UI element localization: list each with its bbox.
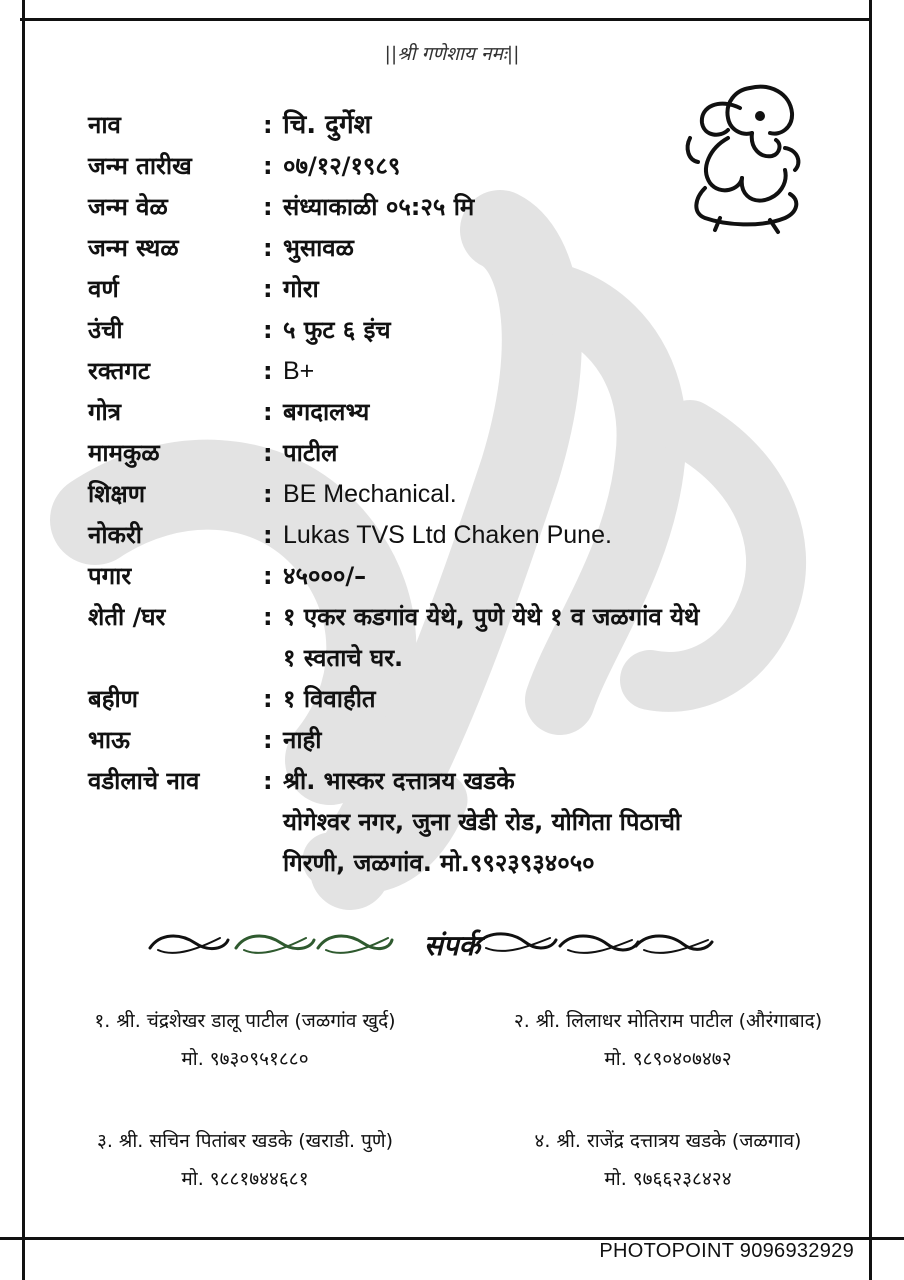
detail-row-birth-time — [88, 187, 868, 228]
contact-phone: मो. ९८९०४०७४७२ — [604, 1048, 732, 1070]
address-line-2: गिरणी, जळगांव. मो.९९२३९३४०५० — [283, 849, 595, 877]
detail-label: वर्ण — [88, 275, 119, 303]
detail-row-job — [88, 515, 868, 556]
detail-value: ५ फुट ६ इंच — [283, 316, 391, 344]
detail-value: बगदालभ्य — [283, 398, 370, 426]
detail-row-property — [88, 597, 868, 638]
detail-colon: : — [263, 480, 273, 508]
detail-row-brother — [88, 720, 868, 761]
detail-row-birth-date — [88, 146, 868, 187]
detail-value: पाटील — [283, 439, 338, 467]
detail-colon: : — [263, 357, 273, 385]
contact-name: ४. श्री. राजेंद्र दत्तात्रय खडके (जळगाव) — [534, 1130, 802, 1152]
detail-value: १ विवाहीत — [283, 685, 376, 713]
detail-row-gotra — [88, 392, 868, 433]
detail-property-continuation: १ स्वताचे घर. — [283, 644, 404, 672]
detail-value: चि. दुर्गेश — [283, 110, 372, 140]
detail-value: गोरा — [283, 275, 319, 303]
detail-value: ४५०००/– — [283, 562, 367, 590]
contact-name: २. श्री. लिलाधर मोतिराम पाटील (औरंगाबाद) — [513, 1010, 823, 1032]
contact-3 — [45, 1122, 445, 1198]
biodata-details — [88, 105, 868, 884]
detail-row-sister — [88, 679, 868, 720]
contact-phone: मो. ९८८१७४४६८१ — [181, 1168, 309, 1190]
detail-row-salary — [88, 556, 868, 597]
contact-2 — [466, 1002, 870, 1078]
detail-label: मामकुळ — [88, 439, 160, 467]
detail-label: शेती /घर — [88, 603, 166, 631]
detail-label: रक्तगट — [88, 357, 150, 385]
address-line-1: योगेश्वर नगर, जुना खेडी रोड, योगिता पिठाची — [283, 808, 682, 836]
detail-row-father-name — [88, 761, 868, 802]
detail-label: भाऊ — [88, 726, 130, 754]
detail-row-education — [88, 474, 868, 515]
detail-label: जन्म वेळ — [88, 193, 168, 221]
detail-value: B+ — [283, 357, 315, 385]
detail-colon: : — [263, 193, 273, 221]
detail-label: नोकरी — [88, 521, 142, 549]
detail-colon: : — [263, 111, 273, 139]
detail-colon: : — [263, 685, 273, 713]
detail-colon: : — [263, 152, 273, 180]
contact-phone: मो. ९७३०९५१८८० — [181, 1048, 309, 1070]
detail-label: शिक्षण — [88, 480, 146, 508]
detail-value: Lukas TVS Ltd Chaken Pune. — [283, 521, 612, 549]
contact-4 — [466, 1122, 870, 1198]
detail-value: श्री. भास्कर दत्तात्रय खडके — [283, 767, 515, 795]
detail-colon: : — [263, 398, 273, 426]
detail-colon: : — [263, 439, 273, 467]
detail-value: नाही — [283, 726, 322, 754]
contact-1 — [45, 1002, 445, 1078]
detail-value: संध्याकाळी ०५:२५ मि — [283, 193, 475, 221]
detail-colon: : — [263, 603, 273, 631]
contact-heading — [0, 918, 904, 968]
detail-row-blood-group — [88, 351, 868, 392]
detail-value: ०७/१२/१९८९ — [283, 152, 401, 180]
detail-colon: : — [263, 521, 273, 549]
detail-label: बहीण — [88, 685, 139, 713]
detail-value: १ एकर कडगांव येथे, पुणे येथे १ व जळगांव येथे — [283, 603, 700, 631]
detail-label: जन्म स्थळ — [88, 234, 179, 262]
detail-value: BE Mechanical. — [283, 480, 457, 508]
studio-credit: PHOTOPOINT 9096932929 — [599, 1240, 854, 1262]
contact-title: संपर्क — [423, 929, 481, 962]
detail-label: पगार — [88, 562, 132, 590]
detail-label: गोत्र — [88, 398, 121, 426]
detail-colon: : — [263, 767, 273, 795]
contact-name: १. श्री. चंद्रशेखर डालू पाटील (जळगांव खुर्द) — [94, 1010, 396, 1032]
detail-colon: : — [263, 234, 273, 262]
detail-row-name — [88, 105, 868, 146]
detail-colon: : — [263, 562, 273, 590]
detail-colon: : — [263, 316, 273, 344]
detail-row-complexion — [88, 269, 868, 310]
detail-label: नाव — [88, 111, 121, 139]
contact-phone: मो. ९७६६२३८४२४ — [604, 1168, 732, 1190]
detail-row-birth-place — [88, 228, 868, 269]
detail-label: वडीलाचे नाव — [88, 767, 200, 795]
detail-label: उंची — [88, 316, 123, 344]
detail-colon: : — [263, 275, 273, 303]
detail-row-mamkul — [88, 433, 868, 474]
contact-name: ३. श्री. सचिन पितांबर खडके (खराडी. पुणे) — [96, 1130, 394, 1152]
detail-label: जन्म तारीख — [88, 152, 192, 180]
invocation-text: ||श्री गणेशाय नमः|| — [384, 43, 520, 65]
detail-value: भुसावळ — [283, 234, 354, 262]
detail-row-height — [88, 310, 868, 351]
detail-colon: : — [263, 726, 273, 754]
